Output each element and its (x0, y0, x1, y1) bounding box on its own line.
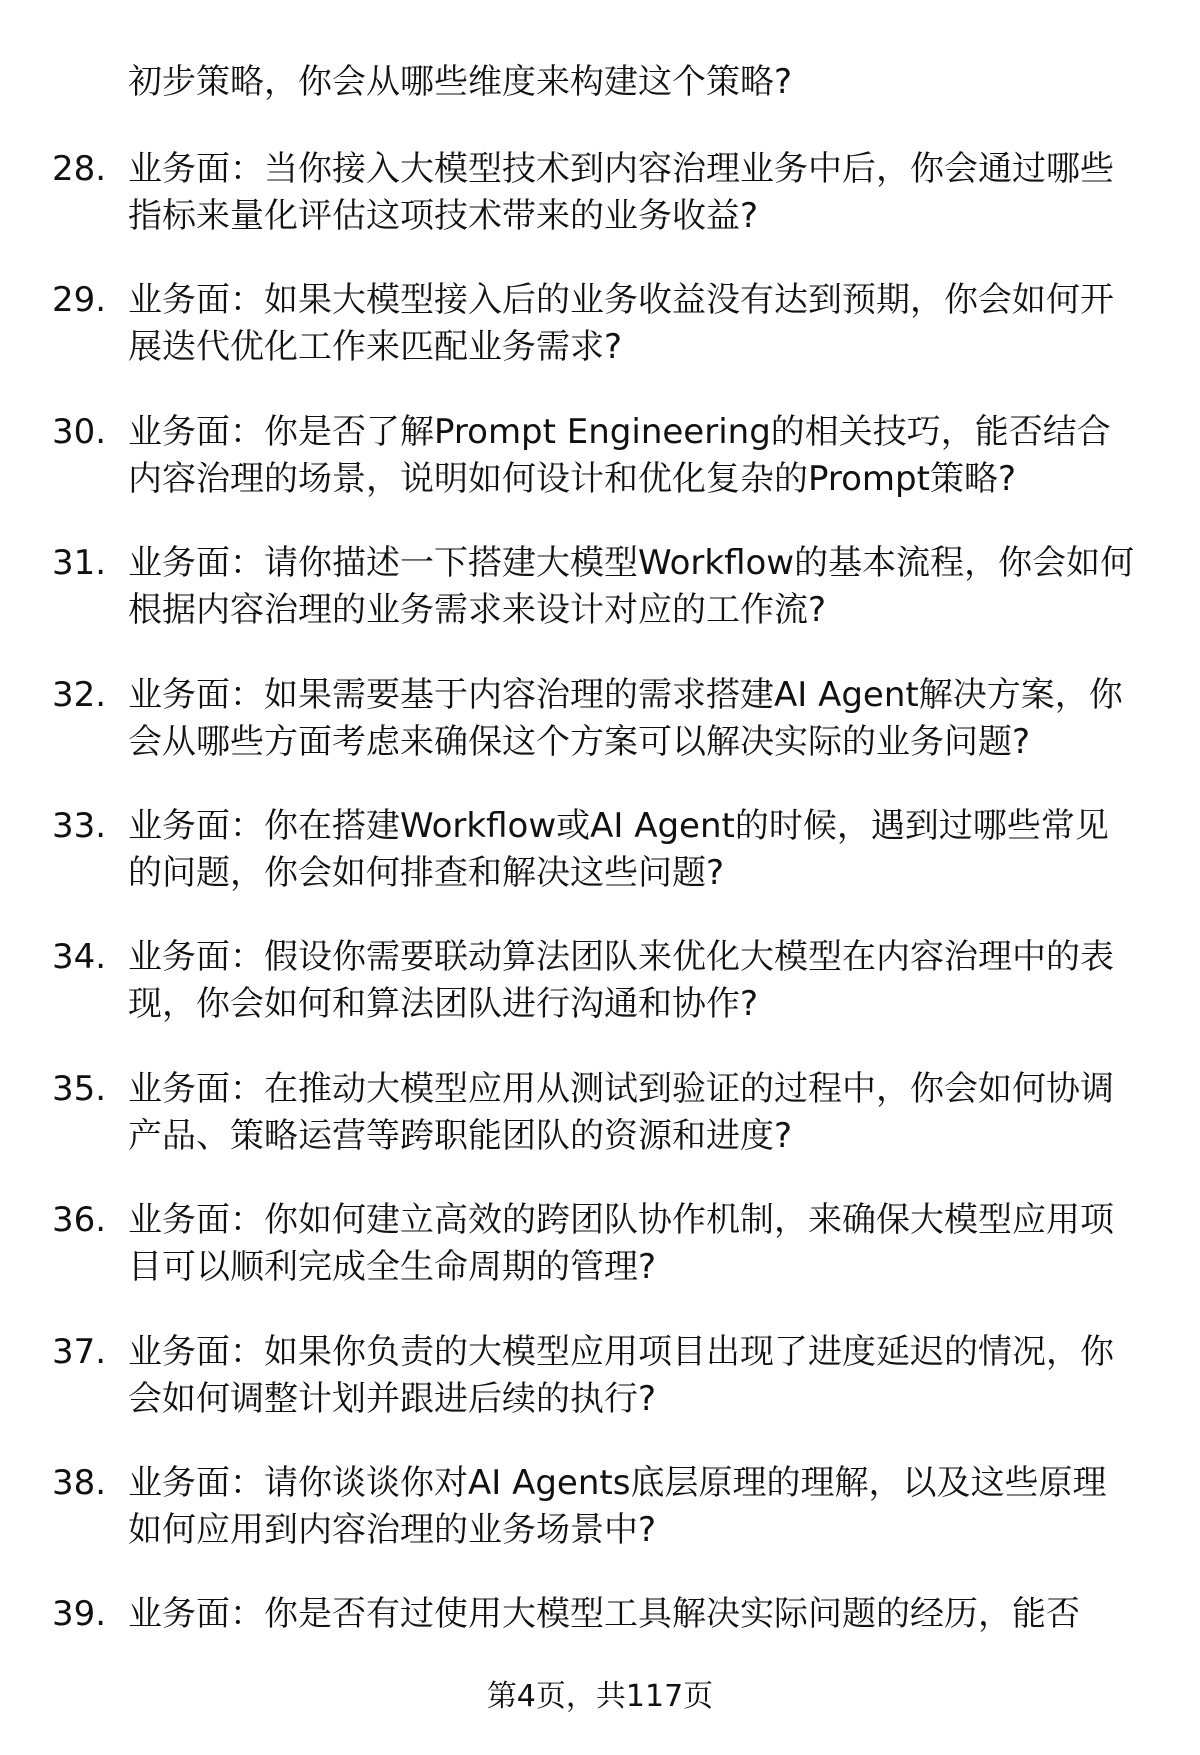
question-number: 31. (52, 543, 107, 584)
question-text: 业务面：如果需要基于内容治理的需求搭建AI Agent解决方案，你会从哪些方面考虑来确保这个方案可以解决实际的业务问题? (128, 674, 1123, 762)
page-number: 第4页，共117页 (486, 1679, 714, 1714)
question-text: 业务面：在推动大模型应用从测试到验证的过程中，你会如何协调产品、策略运营等跨职能团队的资源和进度? (128, 1068, 1114, 1156)
question-number: 28. (52, 149, 107, 189)
question-text: 业务面：如果你负责的大模型应用项目出现了进度延迟的情况，你会如何调整计划并跟进后续的执行? (128, 1331, 1114, 1419)
question-number: 30. (52, 411, 107, 452)
question-text: 业务面：你如何建立高效的跨团队协作机制，来确保大模型应用项目可以顺利完成全生命周期的管理? (128, 1200, 1114, 1288)
question-number: 32. (52, 674, 107, 715)
question-text: 业务面：当你接入大模型技术到内容治理业务中后，你会通过哪些指标来量化评估这项技术带来的业务收益? (128, 149, 1114, 236)
question-number: 35. (52, 1068, 107, 1109)
question-text: 业务面：你是否有过使用大模型工具解决实际问题的经历，能否 (128, 1594, 1080, 1635)
question-number: 29. (52, 280, 107, 321)
question-number: 39. (52, 1594, 107, 1635)
question-text: 初步策略，你会从哪些维度来构建这个策略? (128, 62, 793, 102)
question-text: 业务面：你在搭建Workflow或AI Agent的时候，遇到过哪些常见的问题，你会如何排查和解决这些问题? (128, 806, 1109, 893)
question-text: 业务面：假设你需要联动算法团队来优化大模型在内容治理中的表现，你会如何和算法团队进行沟通和协作? (128, 937, 1114, 1025)
question-number: 33. (52, 806, 107, 846)
question-number: 36. (52, 1200, 107, 1241)
question-text: 业务面：如果大模型接入后的业务收益没有达到预期，你会如何开展迭代优化工作来匹配业务需求? (128, 280, 1114, 368)
question-text: 业务面：你是否了解Prompt Engineering的相关技巧，能否结合内容治理的场景，说明如何设计和优化复杂的Prompt策略? (128, 411, 1111, 499)
question-text: 业务面：请你谈谈你对AI Agents底层原理的理解，以及这些原理如何应用到内容治理的业务场景中? (128, 1463, 1107, 1550)
question-number: 37. (52, 1331, 107, 1372)
question-number: 34. (52, 937, 107, 978)
question-number: 38. (52, 1463, 107, 1503)
question-text: 业务面：请你描述一下搭建大模型Workflow的基本流程，你会如何根据内容治理的业务需求来设计对应的工作流? (128, 543, 1135, 631)
